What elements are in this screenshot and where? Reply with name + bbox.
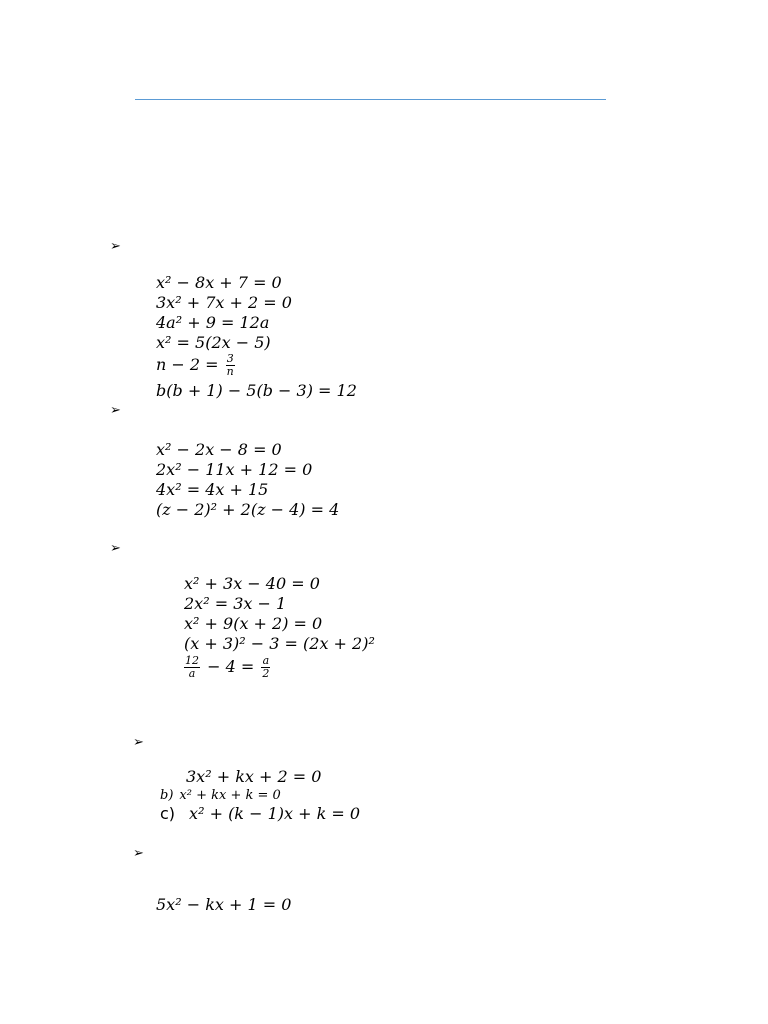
fraction [261,655,270,680]
equation: x² + 3x − 40 = 0 [184,574,320,593]
equation: x² − 8x + 7 = 0 [156,273,282,292]
equation-labelled [160,788,281,804]
fraction-denominator: n [226,365,234,378]
equation: 4x² = 4x + 15 [156,480,269,499]
equation: 4a² + 9 = 12a [156,313,270,332]
equation: (z − 2)² + 2(z − 4) = 4 [156,500,340,519]
equation: 5x² − kx + 1 = 0 [156,895,292,914]
item-label: b) [160,788,174,803]
equation: b(b + 1) − 5(b − 3) = 12 [156,381,357,400]
bullet-arrow-icon: ➢ [133,735,144,750]
item-label: c) [160,804,176,823]
fraction-numerator: 3 [226,352,234,365]
fraction-numerator: a [262,654,270,667]
fraction-equation [182,655,272,680]
fraction-numerator: 12 [185,654,199,667]
bullet-arrow-icon: ➢ [110,541,121,556]
bullet-arrow-icon: ➢ [110,239,121,254]
fraction [226,353,235,378]
bullet-arrow-icon: ➢ [110,403,121,418]
equation: 3x² + 7x + 2 = 0 [156,293,292,312]
fraction-equation-lhs: n − 2 = [156,355,224,374]
equation: 2x² − 11x + 12 = 0 [156,460,313,479]
fraction-equation [156,353,237,378]
fraction-equation-middle: − 4 = [202,657,260,676]
equation: (x + 3)² − 3 = (2x + 2)² [184,634,375,653]
equation: x² − 2x − 8 = 0 [156,440,282,459]
fraction-denominator: 2 [262,667,270,680]
bullet-arrow-icon: ➢ [133,846,144,861]
equation: x² + 9(x + 2) = 0 [184,614,323,633]
equation: x² = 5(2x − 5) [156,333,271,352]
header-rule [135,99,606,100]
equation-labelled [160,804,360,824]
equation: 3x² + kx + 2 = 0 [186,767,322,786]
fraction-denominator: a [188,667,196,680]
equation: x² + kx + k = 0 [179,788,281,803]
equation: x² + (k − 1)x + k = 0 [189,804,361,823]
equation: 2x² = 3x − 1 [184,594,287,613]
fraction [184,655,200,680]
